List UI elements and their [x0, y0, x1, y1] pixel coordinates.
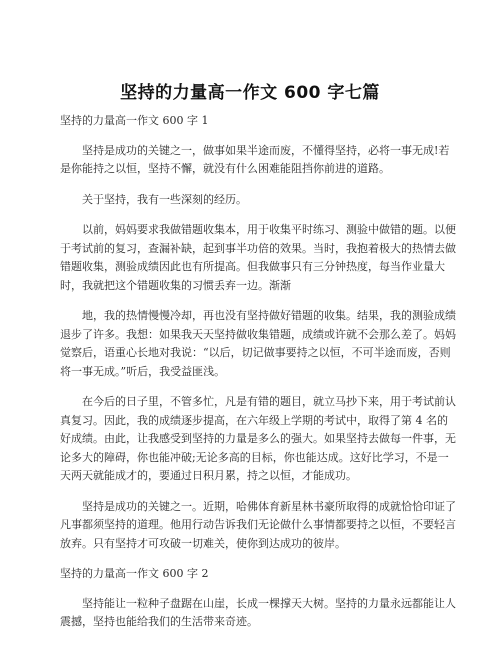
paragraph: 坚持能让一粒种子盘踞在山崖，长成一棵撑天大树。坚持的力量永远都能让人震撼，坚持也能给我们的生活带来奇迹。: [60, 596, 456, 628]
page-title: 坚持的力量高一作文 600 字七篇: [120, 83, 380, 103]
paragraph: 关于坚持，我有一些深刻的经历。: [82, 192, 247, 206]
section-heading-1: 坚持的力量高一作文 600 字 1: [60, 114, 209, 127]
paragraph: 在今后的日子里，不管多忙，凡是有错的题目，就立马抄下来，用于考试前认真复习。因此，我的成绩逐步提高，在六年级上学期的考试中，取得了第 4 名的好成绩。由此，让我感受到坚持的力量是多么的强大。如果坚持去做每一件事，无论多大的障碍，你也能冲破;无论多高的目标，你也能达成。这好比学习，不是一天两天就能成才的，要通过日积月累，持之以恒，才能成功。: [60, 395, 456, 482]
paragraph: 以前，妈妈要求我做错题收集本，用于收集平时练习、测验中做错的题。以便于考试前的复习，查漏补缺，起到事半功倍的效果。当时，我抱着极大的热情去做错题收集，测验成绩因此也有所提高。但我做事只有三分钟热度，每当作业量大时，我就把这个错题收集的习惯丢弃一边。渐渐: [60, 223, 456, 292]
section-heading-2: 坚持的力量高一作文 600 字 2: [60, 567, 209, 580]
paragraph: 地，我的热情慢慢冷却，再也没有坚持做好错题的收集。结果，我的测验成绩退步了许多。我想：如果我天天坚持做收集错题，成绩或许就不会那么差了。妈妈觉察后，语重心长地对我说：“以后，切记做事要持之以恒，不可半途而废，否则将一事无成。”听后，我受益匪浅。: [60, 309, 456, 378]
paragraph: 坚持是成功的关键之一。近期，哈佛体育新星林书豪所取得的成就恰恰印证了凡事都须坚持的道理。他用行动告诉我们无论做什么事情都要持之以恒，不要轻言放弃。只有坚持才可攻破一切难关，使你到达成功的彼岸。: [60, 499, 456, 550]
article-body: [60, 112, 458, 644]
paragraph: 坚持是成功的关键之一，做事如果半途而废，不懂得坚持，必将一事无成!若是你能持之以恒，坚持不懈，就没有什么困难能阻挡你前进的道路。: [60, 143, 450, 175]
